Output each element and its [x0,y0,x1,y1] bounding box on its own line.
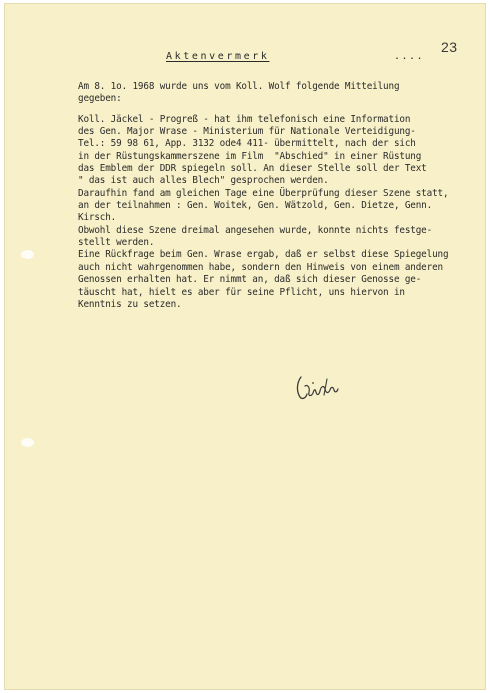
text-line: das Emblem der DDR spiegeln soll. An dieser Stelle soll der Text [78,163,427,175]
text-line: Daraufhin fand am gleichen Tage eine Überprüfung dieser Szene statt, [78,187,449,199]
page-number: 23 [441,39,458,55]
text-line: Eine Rückfrage beim Gen. Wrase ergab, daß er selbst diese Spiegelung [78,249,449,261]
text-line: stellt werden. [78,237,155,249]
text-line: gegeben: [78,93,122,105]
paragraph-gap [78,106,490,114]
punch-hole-bottom [21,438,34,447]
memo-text [78,81,490,311]
punch-hole-top [21,250,34,259]
text-line: Obwohl diese Szene dreimal angesehen wurde, konnte nichts festge- [78,224,433,236]
text-line: Koll. Jäckel - Progreß - hat ihm telefonisch eine Information [78,113,411,125]
text-line: Genossen erhalten hat. Er nimmt an, daß sich dieser Genosse ge- [78,274,422,286]
text-line: Am 8. 1o. 1968 wurde uns vom Koll. Wolf folgende Mitteilung [78,81,400,92]
text-line: Kirsch. [78,212,117,224]
text-line: des Gen. Major Wrase - Ministerium für Nationale Verteidigung- [78,126,416,138]
text-line: an der teilnahmen : Gen. Woitek, Gen. Wätzold, Gen. Dietze, Genn. [78,200,433,212]
document-title: Aktenvermerk [166,51,270,62]
text-line: Tel.: 59 98 61, App. 3132 ode4 411- übermittelt, nach der sich [78,138,416,150]
text-line: täuscht hat, hielt es aber für seine Pflicht, uns hiervon in [78,286,405,298]
text-line: in der Rüstungskammerszene im Film "Abschied" in einer Rüstung [78,150,422,162]
document-page [4,3,486,690]
text-line: " das ist auch alles Blech" gesprochen werden. [78,175,329,187]
title-dots: .... [394,51,425,62]
text-line: auch nicht wahrgenommen habe, sondern den Hinweis von einem anderen [78,261,443,273]
text-line: Kenntnis zu setzen. [78,298,182,310]
handwritten-signature [294,373,346,403]
